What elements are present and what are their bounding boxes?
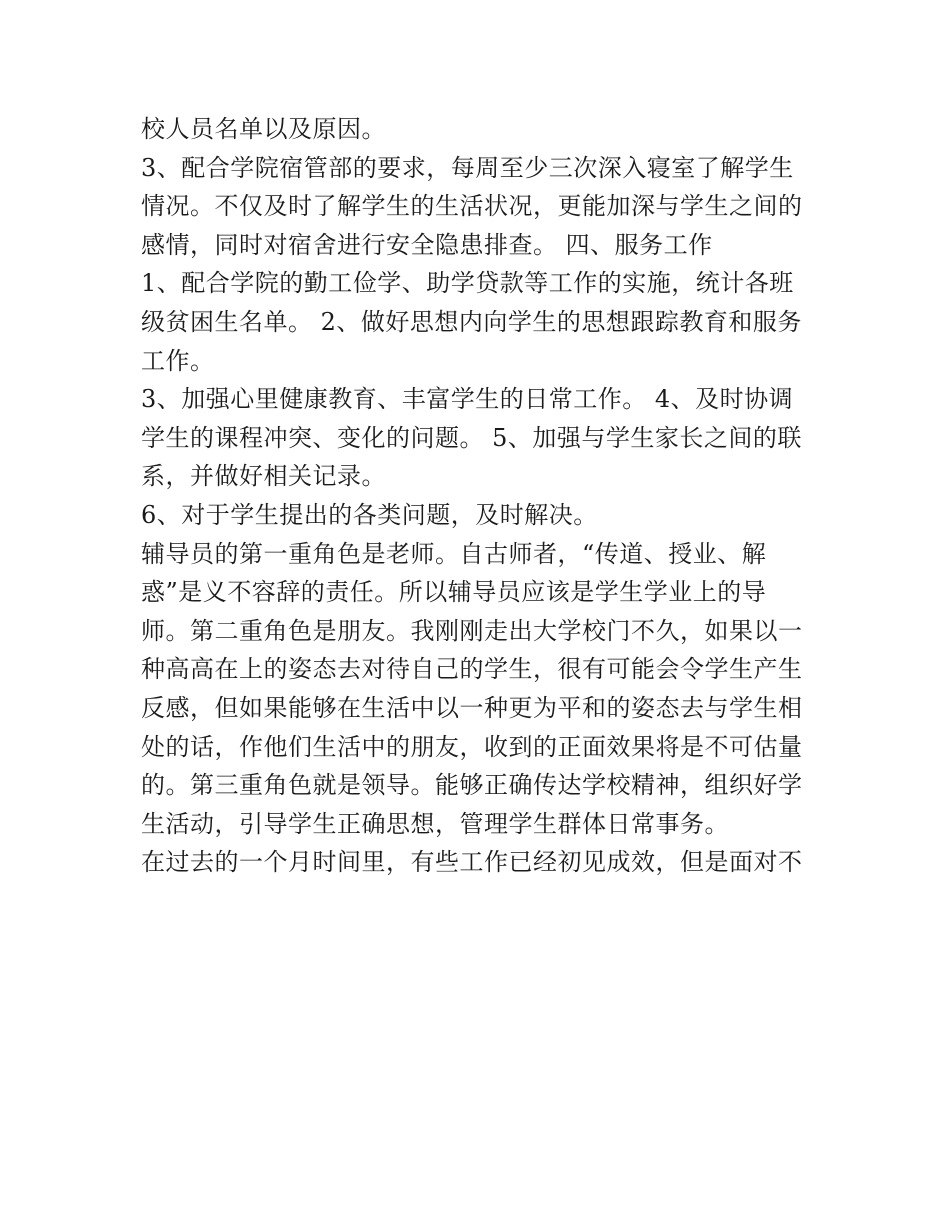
text-line: 生活动，引导学生正确思想，管理学生群体日常事务。: [141, 809, 729, 838]
text-line: 惑”是义不容辞的责任。所以辅导员应该是学生学业上的导: [141, 578, 767, 607]
text-line: 辅导员的第一重角色是老师。自古师者，“传道、授业、解: [141, 539, 767, 568]
text-line: 校人员名单以及原因。: [141, 115, 386, 143]
text-line: 3、加强心里健康教育、丰富学生的日常工作。 4、及时协调: [141, 385, 794, 414]
text-line: 情况。不仅及时了解学生的生活状况，更能加深与学生之间的: [141, 192, 803, 221]
text-line: 处的话，作他们生活中的朋友，收到的正面效果将是不可估量: [141, 732, 803, 761]
text-line: 的。第三重角色就是领导。能够正确传达学校精神，组织好学: [141, 771, 803, 800]
document-body: [141, 110, 821, 882]
text-line: 3、配合学院宿管部的要求，每周至少三次深入寝室了解学生: [141, 153, 794, 182]
text-line: 工作。: [141, 346, 215, 375]
text-line: 1、配合学院的勤工俭学、助学贷款等工作的实施，统计各班: [141, 269, 794, 298]
text-line: 感情，同时对宿舍进行安全隐患排查。 四、服务工作: [141, 230, 713, 259]
text-line: 级贫困生名单。 2、做好思想内向学生的思想跟踪教育和服务: [141, 307, 802, 336]
text-line: 6、对于学生提出的各类问题，及时解决。: [141, 500, 598, 529]
text-line: 师。第二重角色是朋友。我刚刚走出大学校门不久，如果以一: [141, 616, 803, 645]
text-line: 系，并做好相关记录。: [141, 462, 386, 491]
text-line: 种高高在上的姿态去对待自己的学生，很有可能会令学生产生: [141, 655, 803, 684]
text-line: 学生的课程冲突、变化的问题。 5、加强与学生家长之间的联: [141, 423, 802, 452]
text-line: 反感，但如果能够在生活中以一种更为平和的姿态去与学生相: [141, 693, 803, 722]
text-line: 在过去的一个月时间里，有些工作已经初见成效，但是面对不: [141, 848, 803, 877]
